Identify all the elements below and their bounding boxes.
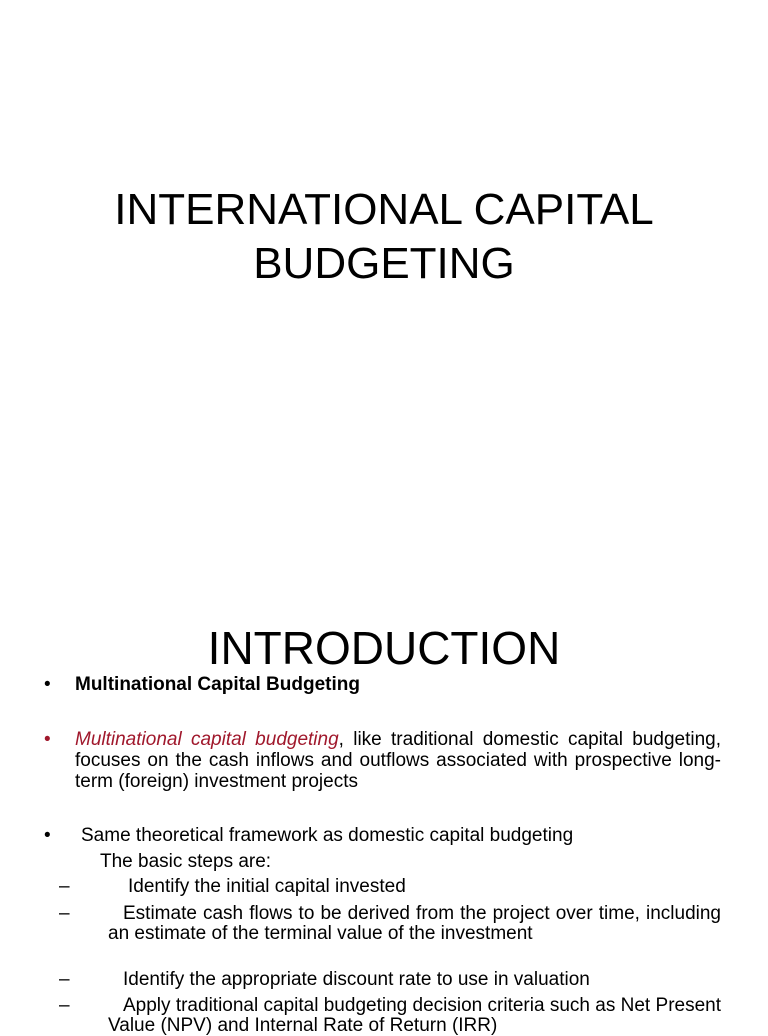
step-text: Identify the initial capital invested bbox=[128, 876, 406, 897]
bullet-subtext: The basic steps are: bbox=[100, 851, 272, 872]
introduction-slide bbox=[0, 600, 768, 1036]
dash-marker: – bbox=[59, 969, 70, 990]
title-line-1: INTERNATIONAL CAPITAL bbox=[114, 185, 654, 234]
step-text: Estimate cash flows to be derived from the project over time, including an estimate of the terminal value of the investment bbox=[108, 903, 721, 944]
slide-title bbox=[0, 183, 768, 291]
introduction-title: INTRODUCTION bbox=[207, 622, 561, 674]
bullet-text: Multinational Capital Budgeting bbox=[75, 674, 360, 695]
bullet-text: Same theoretical framework as domestic capital budgeting bbox=[81, 825, 574, 846]
bullet-marker: • bbox=[44, 729, 51, 750]
bullet-marker: • bbox=[44, 825, 51, 846]
title-line-2: BUDGETING bbox=[253, 239, 515, 288]
bullet-text bbox=[75, 729, 721, 792]
step-text: Identify the appropriate discount rate to use in valuation bbox=[123, 969, 590, 990]
bullet-marker: • bbox=[44, 674, 51, 695]
dash-marker: – bbox=[59, 903, 70, 924]
dash-marker: – bbox=[59, 876, 70, 897]
bullet-text-rest: , like traditional domestic capital budgeting, focuses on the cash inflows and outflows associated with prospective long-term (foreign) investment projects bbox=[75, 729, 721, 792]
step-text: Apply traditional capital budgeting decision criteria such as Net Present Value (NPV) and Internal Rate of Return (IRR) bbox=[108, 995, 721, 1036]
highlighted-term: Multinational capital budgeting bbox=[75, 729, 339, 750]
dash-marker: – bbox=[59, 995, 70, 1016]
